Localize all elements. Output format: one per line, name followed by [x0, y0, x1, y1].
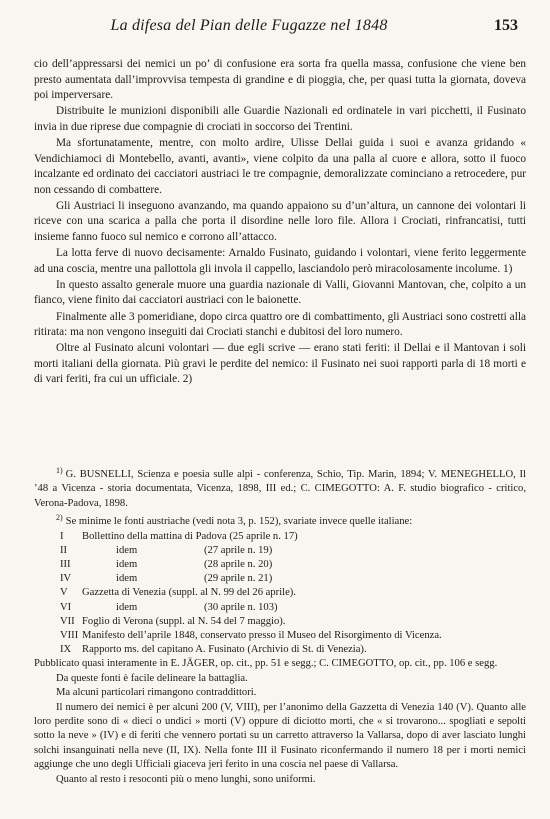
source-text: Bollettino della mattina di Padova (25 aprile n. 17)	[82, 530, 298, 542]
footnote-paragraph: Ma alcuni particolari rimangono contraddittori.	[56, 687, 257, 699]
page-header	[40, 17, 518, 39]
source-idem: idem	[116, 544, 138, 556]
page-number: 153	[494, 17, 518, 34]
source-idem: idem	[116, 573, 138, 585]
source-item	[60, 586, 526, 600]
source-item	[60, 572, 526, 586]
source-number: III	[60, 559, 71, 571]
source-text: Gazzetta di Venezia (suppl. al N. 99 del 26 aprile).	[82, 587, 296, 599]
source-text: Manifesto dell’aprile 1848, conservato presso il Museo del Risorgimento di Vicenza.	[82, 630, 442, 642]
source-item	[60, 558, 526, 572]
source-item	[60, 544, 526, 558]
footnote-text: Se minime le fonti austriache (vedi nota 3, p. 152), svariate invece quelle italiane:	[65, 516, 413, 528]
paragraph: Finalmente alle 3 pomeridiane, dopo circa quattro ore di combattimento, gli Austriaci sono costretti alla ritirata: ma non vengono inseguiti dai Crociati stanchi e dubitosi del loro numero.	[34, 310, 526, 339]
footnote-paragraph: Da queste fonti è facile delineare la battaglia.	[56, 672, 248, 684]
source-item	[60, 643, 526, 657]
paragraph: cio dell’appressarsi dei nemici un po’ di confusione era sorta fra quella massa, confusione che viene ben presto aumentata dall’improvvisa tempesta di grandine e di pioggia, che, per quasi tutta la giornata, doveva poi imperversare.	[34, 58, 526, 102]
source-text: (27 aprile n. 19)	[204, 544, 273, 556]
paragraph: Distribuite le munizioni disponibili alle Guardie Nazionali ed ordinatele in vari picchetti, il Fusinato invia in due riprese due compagnie di crociati in soccorso dei Trentini.	[34, 105, 526, 133]
source-item	[60, 530, 526, 544]
paragraph: Gli Austriaci li inseguono avanzando, ma quando appaiono su d’un’altura, un cannone dei volontari li riceve con una scarica a palla che porta il disordine nelle loro file. Allora i Crociati, rinfrancatisi, tutti insieme fanno fuoco sul nemico e corrono all’attacco.	[34, 199, 526, 244]
source-number: II	[60, 544, 68, 556]
footnote-marker: 1)	[56, 466, 63, 475]
source-text: Foglio di Verona (suppl. al N. 54 del 7 maggio).	[82, 615, 286, 627]
source-number: VI	[60, 601, 72, 613]
source-list	[60, 530, 526, 658]
footnote-paragraph: Il numero dei nemici è per alcuni 200 (V, VIII), per l’anonimo della Gazzetta di Venezia 140 (V). Quanto alle loro perdite sono di « dieci o undici » morti (V) oppure di diciotto morti, che « si trovarono... spogliati e sepolti sotto la neve » (IV) e di feriti che vennero portati su un carretto attraverso la Vallarsa, dopo di aver lasciato lunghi solchi insanguinati nella neve (II, IX). Nella fonte III il Fusinato riconfermando il numero 18 per i morti nemici aggiunge che uno degli Ufficiali giaceva jeri ferito in una coscia nel paese di Vallarsa.	[34, 701, 526, 771]
source-item	[60, 601, 526, 615]
main-text	[34, 57, 526, 388]
footnote-marker: 2)	[56, 513, 63, 523]
source-number: V	[60, 587, 68, 599]
footnote-1	[34, 464, 526, 511]
paragraph: Ma sfortunatamente, mentre, con molto ardire, Ulisse Dellai guida i suoi e avanza gridando « Vendichiamoci di Montebello, avanti, avanti», viene colpito da una palla al cuore e allora, sotto il fuoco incalzante ed ordinato dei cacciatori austriaci le tre compagnie, demoralizzate cominciano a retrocedere, pur non cessando di combattere.	[34, 136, 526, 196]
source-number: I	[60, 530, 64, 542]
source-text: (28 aprile n. 20)	[204, 559, 273, 571]
source-text: Rapporto ms. del capitano A. Fusinato (Archivio di St. di Venezia).	[82, 644, 367, 656]
source-item	[60, 615, 526, 629]
source-item	[60, 629, 526, 643]
source-number: IV	[60, 573, 72, 585]
source-text: (30 aprile n. 103)	[204, 601, 278, 613]
running-title: La difesa del Pian delle Fugazze nel 1848	[110, 17, 388, 34]
source-idem: idem	[116, 601, 138, 613]
footnote-2-intro	[34, 511, 526, 529]
footnote-paragraph: Quanto al resto i resoconti più o meno lunghi, sono uniformi.	[56, 773, 316, 785]
source-number: IX	[60, 644, 72, 656]
footnote-text: G. BUSNELLI, Scienza e poesia sulle alpi - conferenza, Schio, Tip. Marin, 1894; V. MENEGHELLO, Il ’48 a Vicenza - storia documentata, Vicenza, 1898, III ed.; C. CIMEGOTTO: A. F. studio biografico - critico, Verona-Padova, 1898.	[34, 469, 526, 509]
footnote-paragraph: Pubblicato quasi interamente in E. JÄGER, op. cit., pp. 51 e segg.; C. CIMEGOTTO, op. cit., pp. 106 e segg.	[34, 658, 498, 670]
source-number: VII	[60, 615, 75, 627]
footnotes	[34, 464, 526, 787]
source-number: VIII	[60, 630, 79, 642]
paragraph: La lotta ferve di nuovo decisamente: Arnaldo Fusinato, guidando i volontari, viene ferito leggermente ad una coscia, mentre una pallottola gli invola il cappello, lasciandolo però miracolosamente incolume. 1)	[34, 247, 526, 275]
source-idem: idem	[116, 559, 138, 571]
source-text: (29 aprile n. 21)	[204, 573, 273, 585]
paragraph: In questo assalto generale muore una guardia nazionale di Valli, Giovanni Mantovan, che, colpito a un fianco, viene finito dai cacciatori austriaci con le baionette.	[34, 278, 526, 307]
paragraph: Oltre al Fusinato alcuni volontari — due egli scrive — erano stati feriti: il Dellai e il Mantovan i soli morti italiani della giornata. Più gravi le perdite del nemico: il Fusinato nei suoi rapporti parla di 18 morti e di vari feriti, fra cui un ufficiale. 2)	[34, 342, 526, 386]
